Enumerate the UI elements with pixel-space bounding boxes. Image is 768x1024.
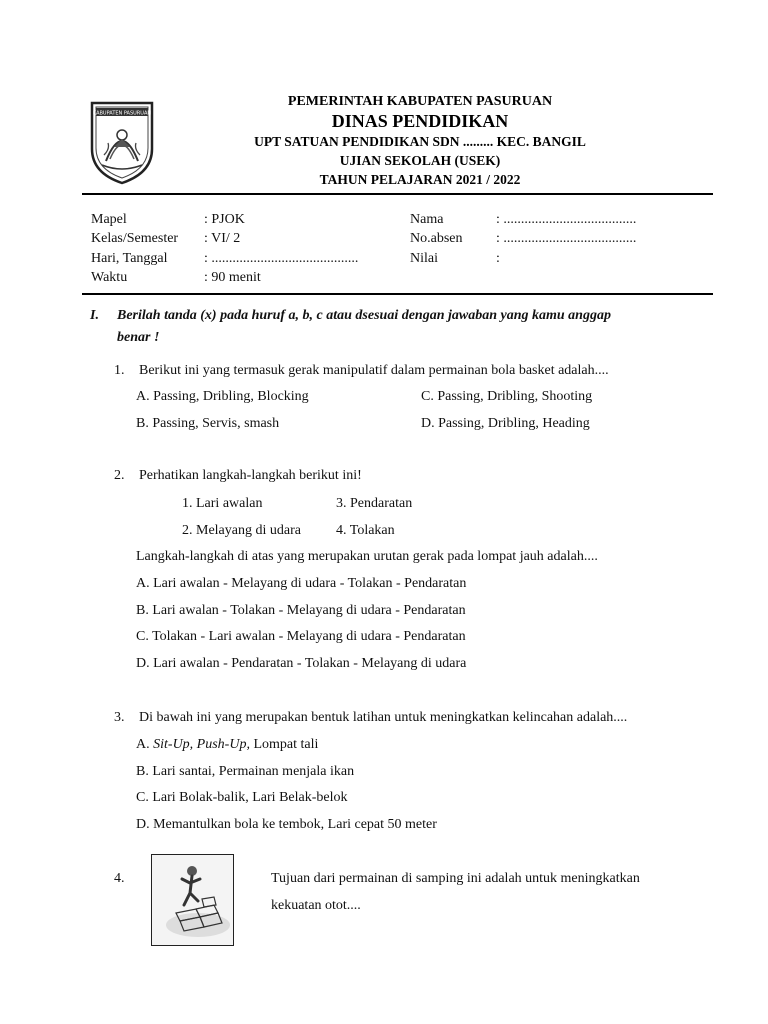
q3-option-a-italic: Sit-Up, Push-Up, [153, 737, 250, 752]
q3-number: 3. [114, 710, 125, 725]
instruction-line1: Berilah tanda (x) pada huruf a, b, c atau dsesuai dengan jawaban yang kamu anggap [117, 308, 611, 323]
q2-step-2: 2. Melayang di udara [182, 523, 301, 538]
mapel-value: : PJOK [204, 212, 245, 227]
q4-text-line1: Tujuan dari permainan di samping ini adalah untuk meningkatkan [271, 871, 640, 886]
q1-option-a: A. Passing, Dribling, Blocking [136, 389, 309, 404]
nama-value: : ...................................... [496, 212, 637, 227]
instruction-line2: benar ! [117, 330, 160, 345]
q1-text: Berikut ini yang termasuk gerak manipulatif dalam permainan bola basket adalah.... [139, 363, 609, 378]
header-divider [82, 193, 713, 195]
q3-option-a-rest: Lompat tali [249, 737, 319, 752]
q1-option-b: B. Passing, Servis, smash [136, 416, 280, 431]
hopscotch-illustration [151, 854, 234, 946]
q2-option-b: B. Lari awalan - Tolakan - Melayang di udara - Pendaratan [136, 603, 466, 618]
q2-option-c: C. Tolakan - Lari awalan - Melayang di udara - Pendaratan [136, 629, 466, 644]
header-exam-title: UJIAN SEKOLAH (USEK) [339, 153, 501, 168]
waktu-label: Waktu [91, 270, 128, 285]
q1-option-c: C. Passing, Dribling, Shooting [421, 389, 593, 404]
q2-option-a: A. Lari awalan - Melayang di udara - Tolakan - Pendaratan [136, 576, 467, 591]
nama-label: Nama [410, 212, 444, 227]
kelas-value: : VI/ 2 [204, 231, 241, 246]
q1-number: 1. [114, 363, 125, 378]
nilai-label: Nilai [410, 251, 438, 266]
q3-option-b: B. Lari santai, Permainan menjala ikan [136, 764, 355, 779]
kelas-label: Kelas/Semester [91, 231, 179, 246]
kabupaten-pasuruan-logo [88, 99, 156, 185]
q2-option-d: D. Lari awalan - Pendaratan - Tolakan - Melayang di udara [136, 656, 467, 671]
q3-option-a [136, 737, 318, 753]
header-school-unit: UPT SATUAN PENDIDIKAN SDN ......... KEC. BANGIL [254, 134, 586, 149]
header-government: PEMERINTAH KABUPATEN PASURUAN [287, 94, 553, 109]
q4-text-line2: kekuatan otot.... [271, 898, 361, 913]
absen-label: No.absen [410, 231, 463, 246]
nilai-value: : [496, 251, 500, 266]
q3-option-a-prefix: A. [136, 737, 154, 752]
waktu-value: : 90 menit [204, 270, 261, 285]
q2-number: 2. [114, 468, 125, 483]
q2-question: Langkah-langkah di atas yang merupakan urutan gerak pada lompat jauh adalah.... [136, 549, 598, 564]
mapel-label: Mapel [91, 212, 127, 227]
hari-value: : .......................................... [204, 251, 359, 266]
q4-number: 4. [114, 871, 125, 886]
info-divider [82, 293, 713, 295]
header-department: DINAS PENDIDIKAN [331, 111, 509, 131]
q2-step-4: 4. Tolakan [336, 523, 395, 538]
q2-step-3: 3. Pendaratan [336, 496, 413, 511]
hari-label: Hari, Tanggal [91, 251, 168, 266]
section-number: I. [90, 308, 99, 323]
q2-step-1: 1. Lari awalan [182, 496, 263, 511]
logo-text: KABUPATEN PASURUAN [92, 110, 152, 117]
absen-value: : ...................................... [496, 231, 637, 246]
q3-option-d: D. Memantulkan bola ke tembok, Lari cepat 50 meter [136, 817, 437, 832]
q3-text: Di bawah ini yang merupakan bentuk latihan untuk meningkatkan kelincahan adalah.... [139, 710, 628, 725]
header-school-year: TAHUN PELAJARAN 2021 / 2022 [319, 172, 521, 187]
q2-text: Perhatikan langkah-langkah berikut ini! [139, 468, 362, 483]
q3-option-c: C. Lari Bolak-balik, Lari Belak-belok [136, 790, 348, 805]
q1-option-d: D. Passing, Dribling, Heading [421, 416, 590, 431]
